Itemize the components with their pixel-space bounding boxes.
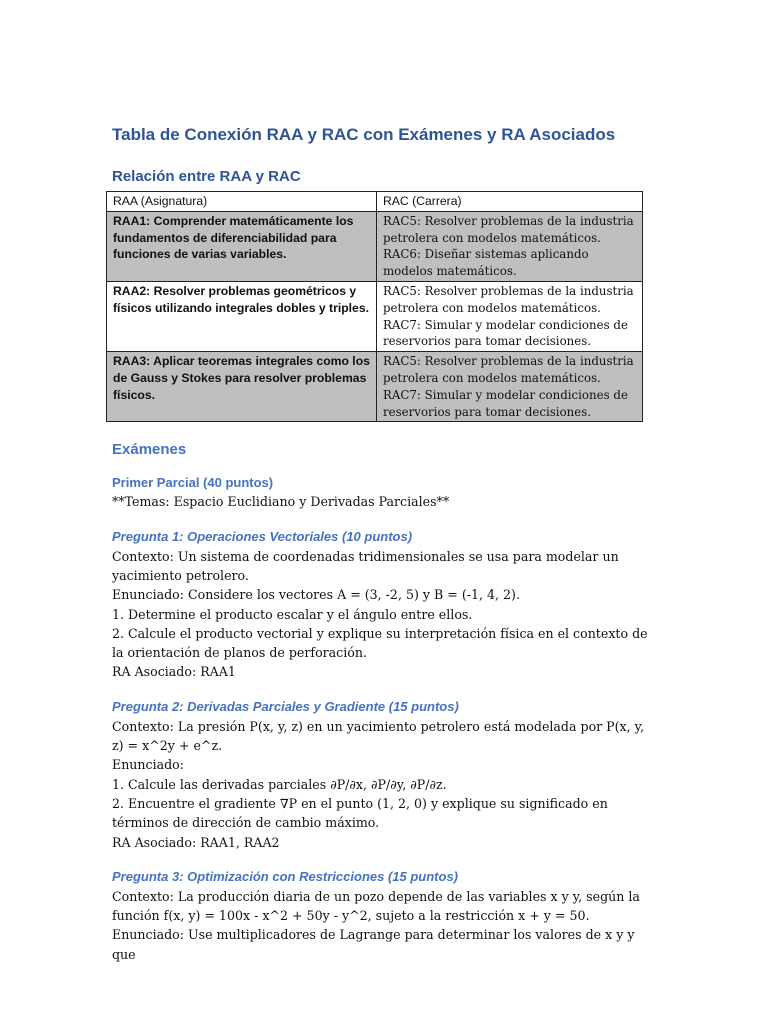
raa-cell: RAA3: Aplicar teoremas integrales como los de Gauss y Stokes para resolver problemas físicos.	[107, 352, 377, 422]
question-line: 1. Calcule las derivadas parciales ∂P/∂x, ∂P/∂y, ∂P/∂z.	[112, 776, 447, 792]
question-line: 2. Encuentre el gradiente ∇P en el punto (1, 2, 0) y explique su significado en términos de dirección de cambio máximo.	[112, 795, 608, 831]
rac-item: RAC5: Resolver problemas de la industria petrolera con modelos matemáticos.	[383, 213, 634, 245]
question-1-body	[112, 547, 768, 682]
table-header-row	[107, 192, 643, 212]
first-partial-title: Primer Parcial (40 puntos)	[112, 475, 274, 491]
table-row	[107, 352, 643, 422]
question-line: Enunciado: Use multiplicadores de Lagrange para determinar los valores de x y y que	[112, 927, 635, 962]
first-partial-topics: **Temas: Espacio Euclidiano y Derivadas Parciales**	[112, 494, 450, 510]
question-line: 2. Calcule el producto vectorial y explique su interpretación física en el contexto de la orientación de planos de perforación.	[112, 625, 648, 661]
relation-heading: Relación entre RAA y RAC	[112, 168, 301, 185]
question-2-title: Pregunta 2: Derivadas Parciales y Gradiente (15 puntos)	[112, 698, 459, 714]
rac-cell	[377, 211, 643, 281]
header-raa: RAA (Asignatura)	[107, 192, 377, 212]
question-line: Enunciado:	[112, 757, 185, 773]
table-row	[107, 211, 643, 281]
question-line: Contexto: Un sistema de coordenadas tridimensionales se usa para modelar un yacimiento petrolero.	[112, 548, 619, 583]
header-rac: RAC (Carrera)	[377, 192, 643, 212]
question-line: 1. Determine el producto escalar y el ángulo entre ellos.	[112, 606, 473, 622]
document-title: Tabla de Conexión RAA y RAC con Exámenes y RA Asociados	[112, 125, 616, 144]
rac-item: RAC5: Resolver problemas de la industria petrolera con modelos matemáticos.	[383, 283, 634, 315]
relation-table	[106, 191, 643, 422]
question-line: Contexto: La presión P(x, y, z) en un yacimiento petrolero está modelada por P(x, y, z) = x^2y + e^z.	[112, 718, 645, 754]
question-2-body	[112, 717, 768, 852]
rac-cell	[377, 352, 643, 422]
table-row	[107, 281, 643, 351]
question-line: Contexto: La producción diaria de un pozo depende de las variables x y y, según la función f(x, y) = 100x - x^2 + 50y - y^2, sujeto a la restricción x + y = 50.	[112, 888, 640, 924]
raa-cell: RAA1: Comprender matemáticamente los fundamentos de diferenciabilidad para funciones de varias variables.	[107, 211, 377, 281]
question-3-title: Pregunta 3: Optimización con Restricciones (15 puntos)	[112, 868, 459, 884]
rac-item: RAC5: Resolver problemas de la industria petrolera con modelos matemáticos.	[383, 354, 634, 385]
question-3-body	[112, 887, 768, 964]
raa-cell: RAA2: Resolver problemas geométricos y físicos utilizando integrales dobles y triples.	[107, 281, 377, 351]
question-line: RA Asociado: RAA1	[112, 664, 236, 680]
exams-heading: Exámenes	[112, 441, 187, 459]
question-line: Enunciado: Considere los vectores A = (3, -2, 5) y B = (-1, 4, 2).	[112, 587, 520, 603]
question-1-title: Pregunta 1: Operaciones Vectoriales (10 puntos)	[112, 528, 413, 544]
rac-cell	[377, 281, 643, 351]
question-line: RA Asociado: RAA1, RAA2	[112, 834, 280, 850]
rac-item: RAC6: Diseñar sistemas aplicando modelos matemáticos.	[383, 247, 589, 279]
rac-item: RAC7: Simular y modelar condiciones de reservorios para tomar decisiones.	[383, 317, 628, 349]
rac-item: RAC7: Simular y modelar condiciones de reservorios para tomar decisiones.	[383, 387, 628, 419]
